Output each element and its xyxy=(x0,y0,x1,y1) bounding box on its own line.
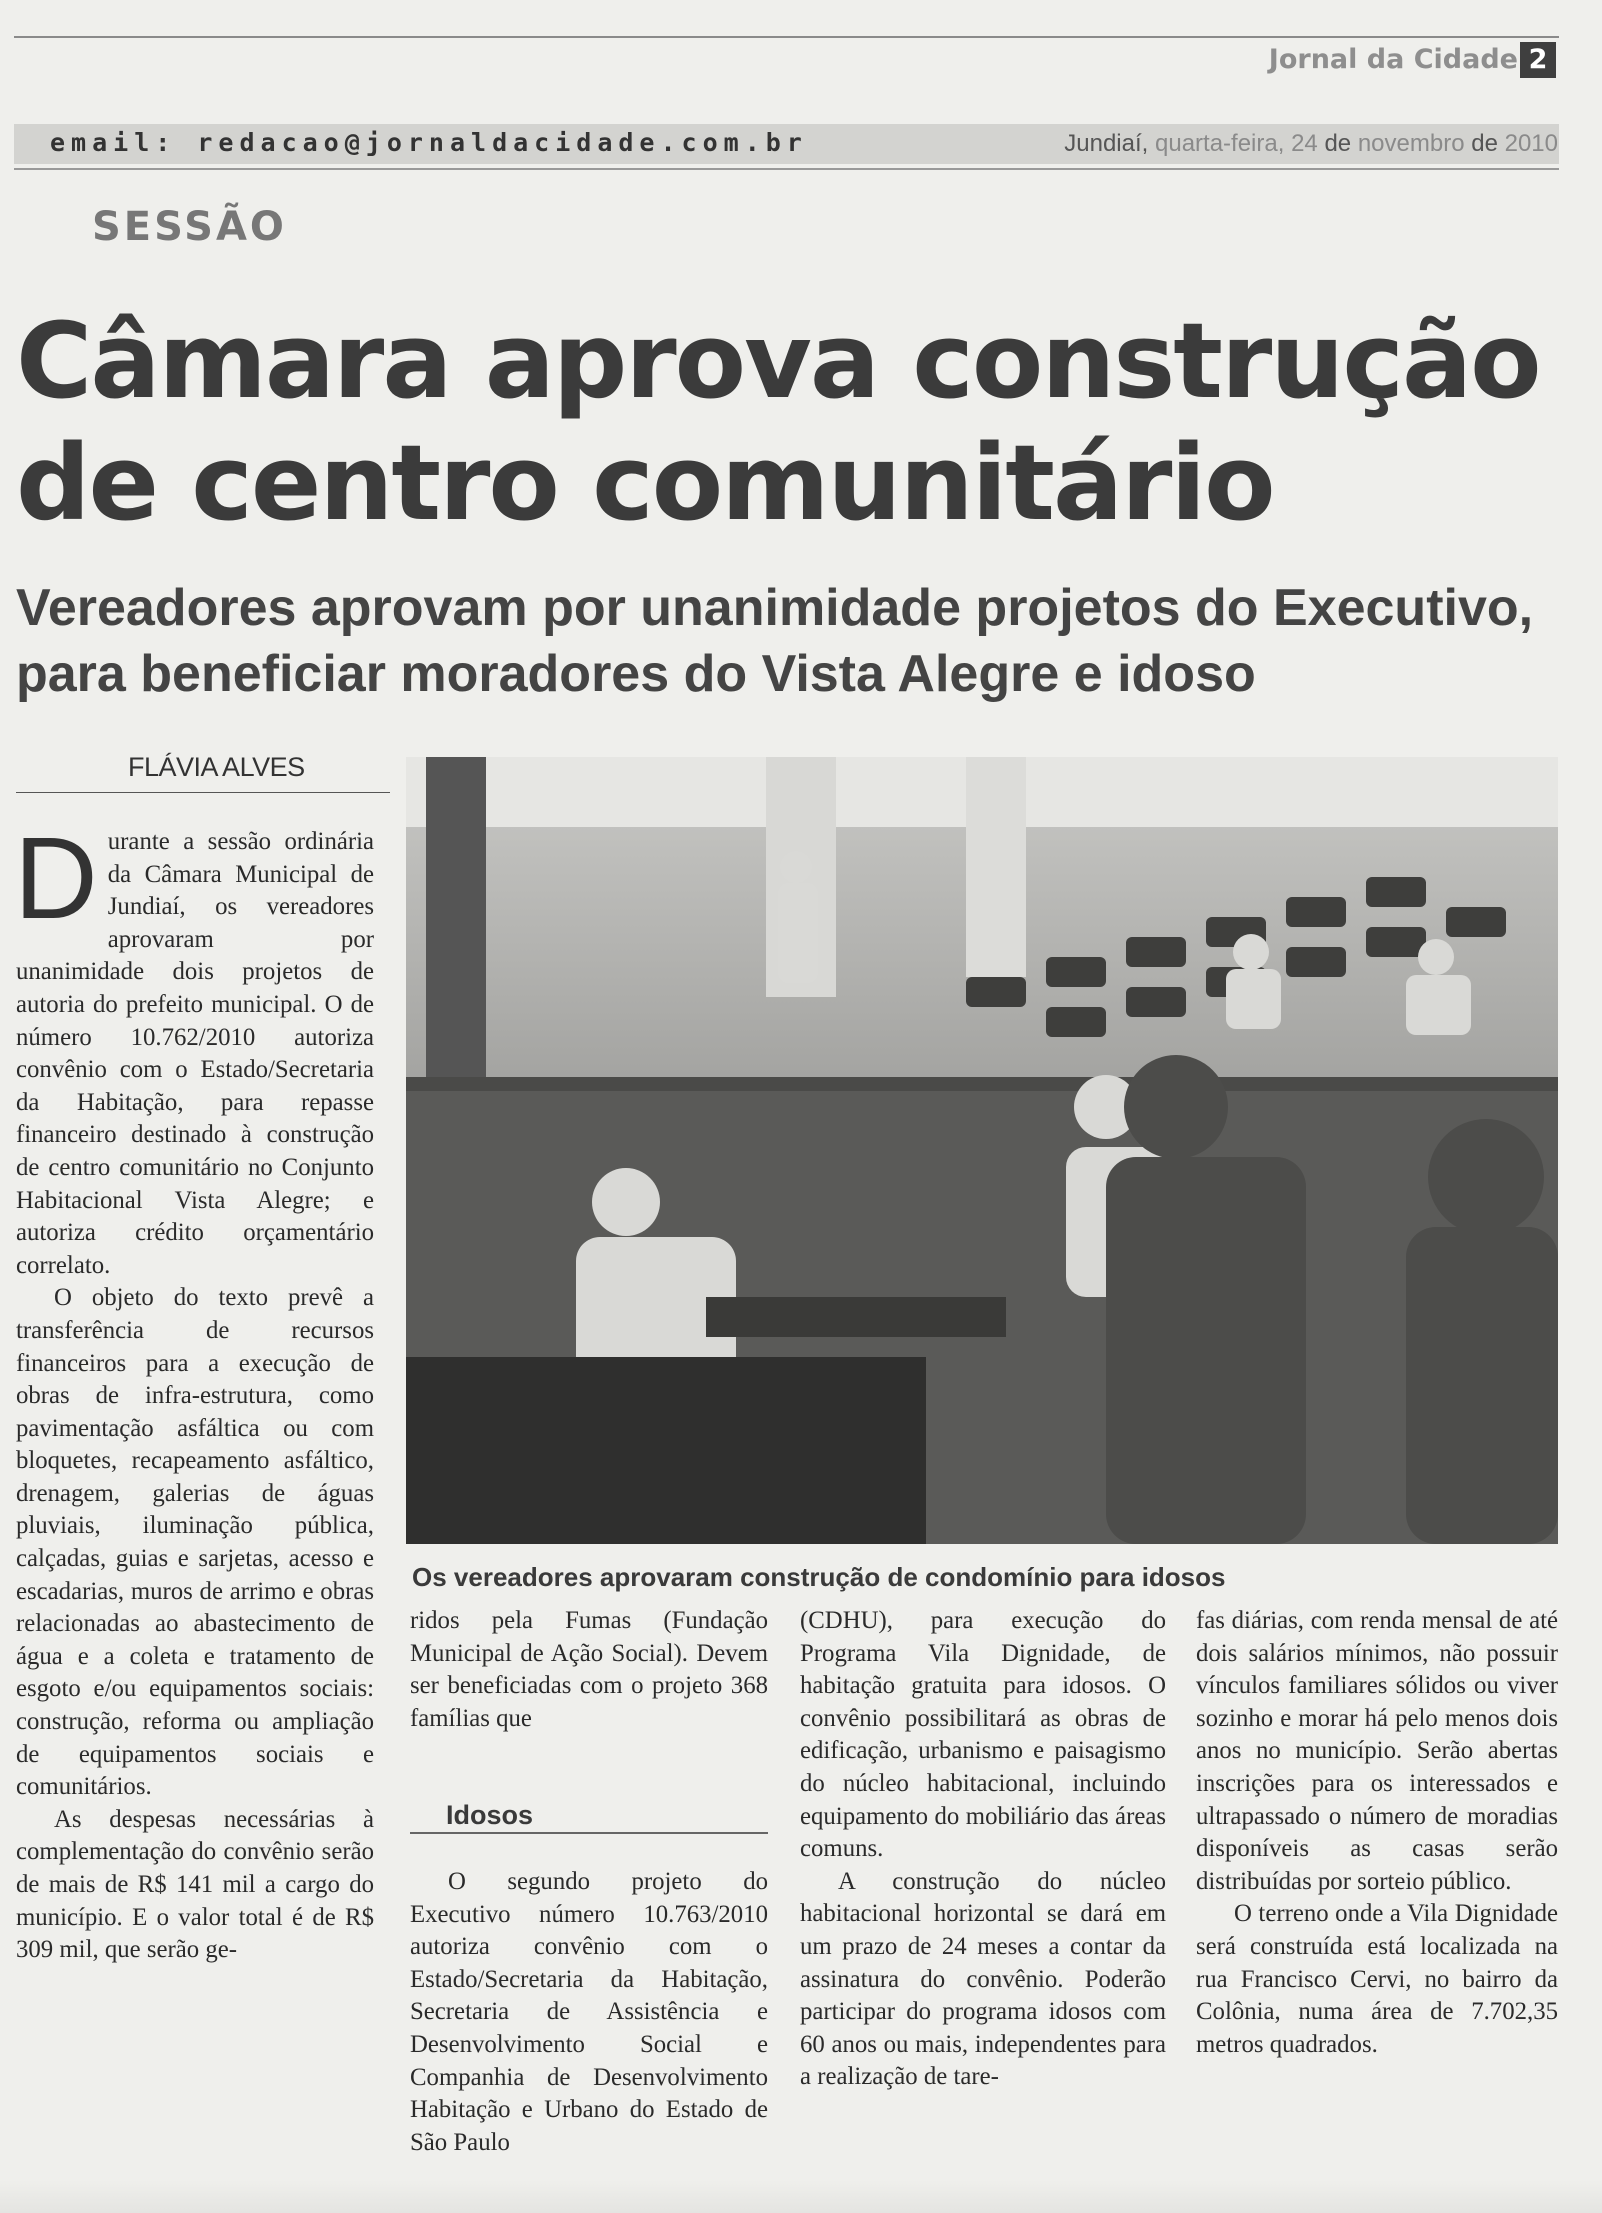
date-month: novembro xyxy=(1357,130,1465,157)
article-column-2-continued xyxy=(410,1866,768,2159)
paragraph: A construção do núcleo habitacional horizontal se dará em um prazo de 24 meses a contar da assinatura do convênio. Poderão participar do programa idosos com 60 anos ou mais, independentes para a realização de tare- xyxy=(800,1867,1166,2091)
section-subhead: Idosos xyxy=(446,1800,534,1830)
top-rule xyxy=(14,36,1559,38)
paragraph: fas diárias, com renda mensal de até dois salários mínimos, não possuir vínculos familiares sólidos ou viver sozinho e morar há pelo menos dois anos no município. Serão abertas inscrições para os interessados e ultrapassado o número de moradias disponíveis as casas serão distribuídas por sorteio público. xyxy=(1196,1607,1558,1895)
byline-rule xyxy=(16,792,390,793)
date-year: 2010 xyxy=(1504,130,1558,157)
paragraph: O objeto do texto prevê a transferência de recursos financeiros para a execução de obras de infra-estrutura, como pavimentação asfáltica ou com bloquetes, recapeamento asfáltico, drenagem, galerias de águas pluviais, iluminação pública, calçadas, guias e sarjetas, acesso e escadarias, muros de arrimo e obras relacionadas ao abastecimento de água e a coleta e tratamento de esgoto e/ou equipamentos sociais: construção, reforma ou ampliação de equipamentos sociais e comunitários. xyxy=(16,1284,374,1801)
photo-caption: Os vereadores aprovaram construção de condomínio para idosos xyxy=(412,1562,1226,1592)
headline xyxy=(16,300,1540,544)
subheadline xyxy=(16,575,1533,707)
date-day: 24 xyxy=(1291,130,1318,157)
drop-cap: D xyxy=(14,813,98,943)
page-number: 2 xyxy=(1520,42,1556,78)
paragraph: O terreno onde a Vila Dignidade será construída está localizada na rua Francisco Cervi, no bairro da Colônia, numa área de 7.702,35 metros quadrados. xyxy=(1196,1900,1558,2058)
date-of: de xyxy=(1324,130,1352,157)
article-column-4 xyxy=(1196,1605,1558,2061)
headline-line-2: de centro comunitário xyxy=(16,422,1274,544)
article-photo xyxy=(406,757,1558,1544)
section-kicker: SESSÃO xyxy=(92,204,287,250)
article-column-1 xyxy=(14,813,374,1967)
date-of-2: de xyxy=(1471,130,1498,157)
article-column-2 xyxy=(410,1605,768,1735)
paragraph: ridos pela Fumas (Fundação Municipal de Ação Social). Devem ser beneficiadas com o projeto 368 famílias que xyxy=(410,1607,768,1732)
page-bottom-edge xyxy=(0,2180,1602,2213)
contact-email: email: redacao@jornaldacidade.com.br xyxy=(50,128,808,157)
paragraph: (CDHU), para execução do Programa Vila Dignidade, de habitação gratuita para idosos. O convênio possibilitará as obras de edificação, urbanismo e paisagismo do núcleo habitacional, incluindo equipamento do mobiliário das áreas comuns. xyxy=(800,1607,1166,1863)
paragraph: O segundo projeto do Executivo número 10.763/2010 autoriza convênio com o Estado/Secretaria da Habitação, Secretaria de Assistência e Desenvolvimento Social e Companhia de Desenvolvimento Habitação e Urbano do Estado de São Paulo xyxy=(410,1868,768,2156)
dateline xyxy=(1064,130,1558,158)
paragraph-text: urante a sessão ordinária da Câmara Municipal de Jundiaí, os vereadores aprovaram por unanimidade dois projetos de autoria do prefeito municipal. O de número 10.762/2010 autoriza convênio com o Estado/Secretaria da Habitação, para repasse financeiro destinado à construção de centro comunitário no Conjunto Habitacional Vista Alegre; e autoriza crédito orçamentário correlato. xyxy=(16,828,374,1279)
header-rule xyxy=(14,168,1559,170)
subheadline-line-2: para beneficiar moradores do Vista Alegre e idoso xyxy=(16,645,1256,703)
date-city: Jundiaí, xyxy=(1064,130,1149,157)
council-session-photo xyxy=(406,757,1558,1544)
byline: FLÁVIA ALVES xyxy=(128,752,305,782)
paragraph xyxy=(14,813,374,1282)
paragraph: As despesas necessárias à complementação do convênio serão de mais de R$ 141 mil a cargo do município. E o valor total é de R$ 309 mil, que serão ge- xyxy=(16,1805,374,1964)
newspaper-name: Jornal da Cidade xyxy=(1268,44,1518,75)
date-weekday: quarta-feira, xyxy=(1155,130,1285,157)
subheadline-line-1: Vereadores aprovam por unanimidade projetos do Executivo, xyxy=(16,579,1534,637)
article-column-3 xyxy=(800,1605,1166,2094)
subhead-rule xyxy=(410,1832,768,1834)
headline-line-1: Câmara aprova construção xyxy=(16,300,1540,422)
